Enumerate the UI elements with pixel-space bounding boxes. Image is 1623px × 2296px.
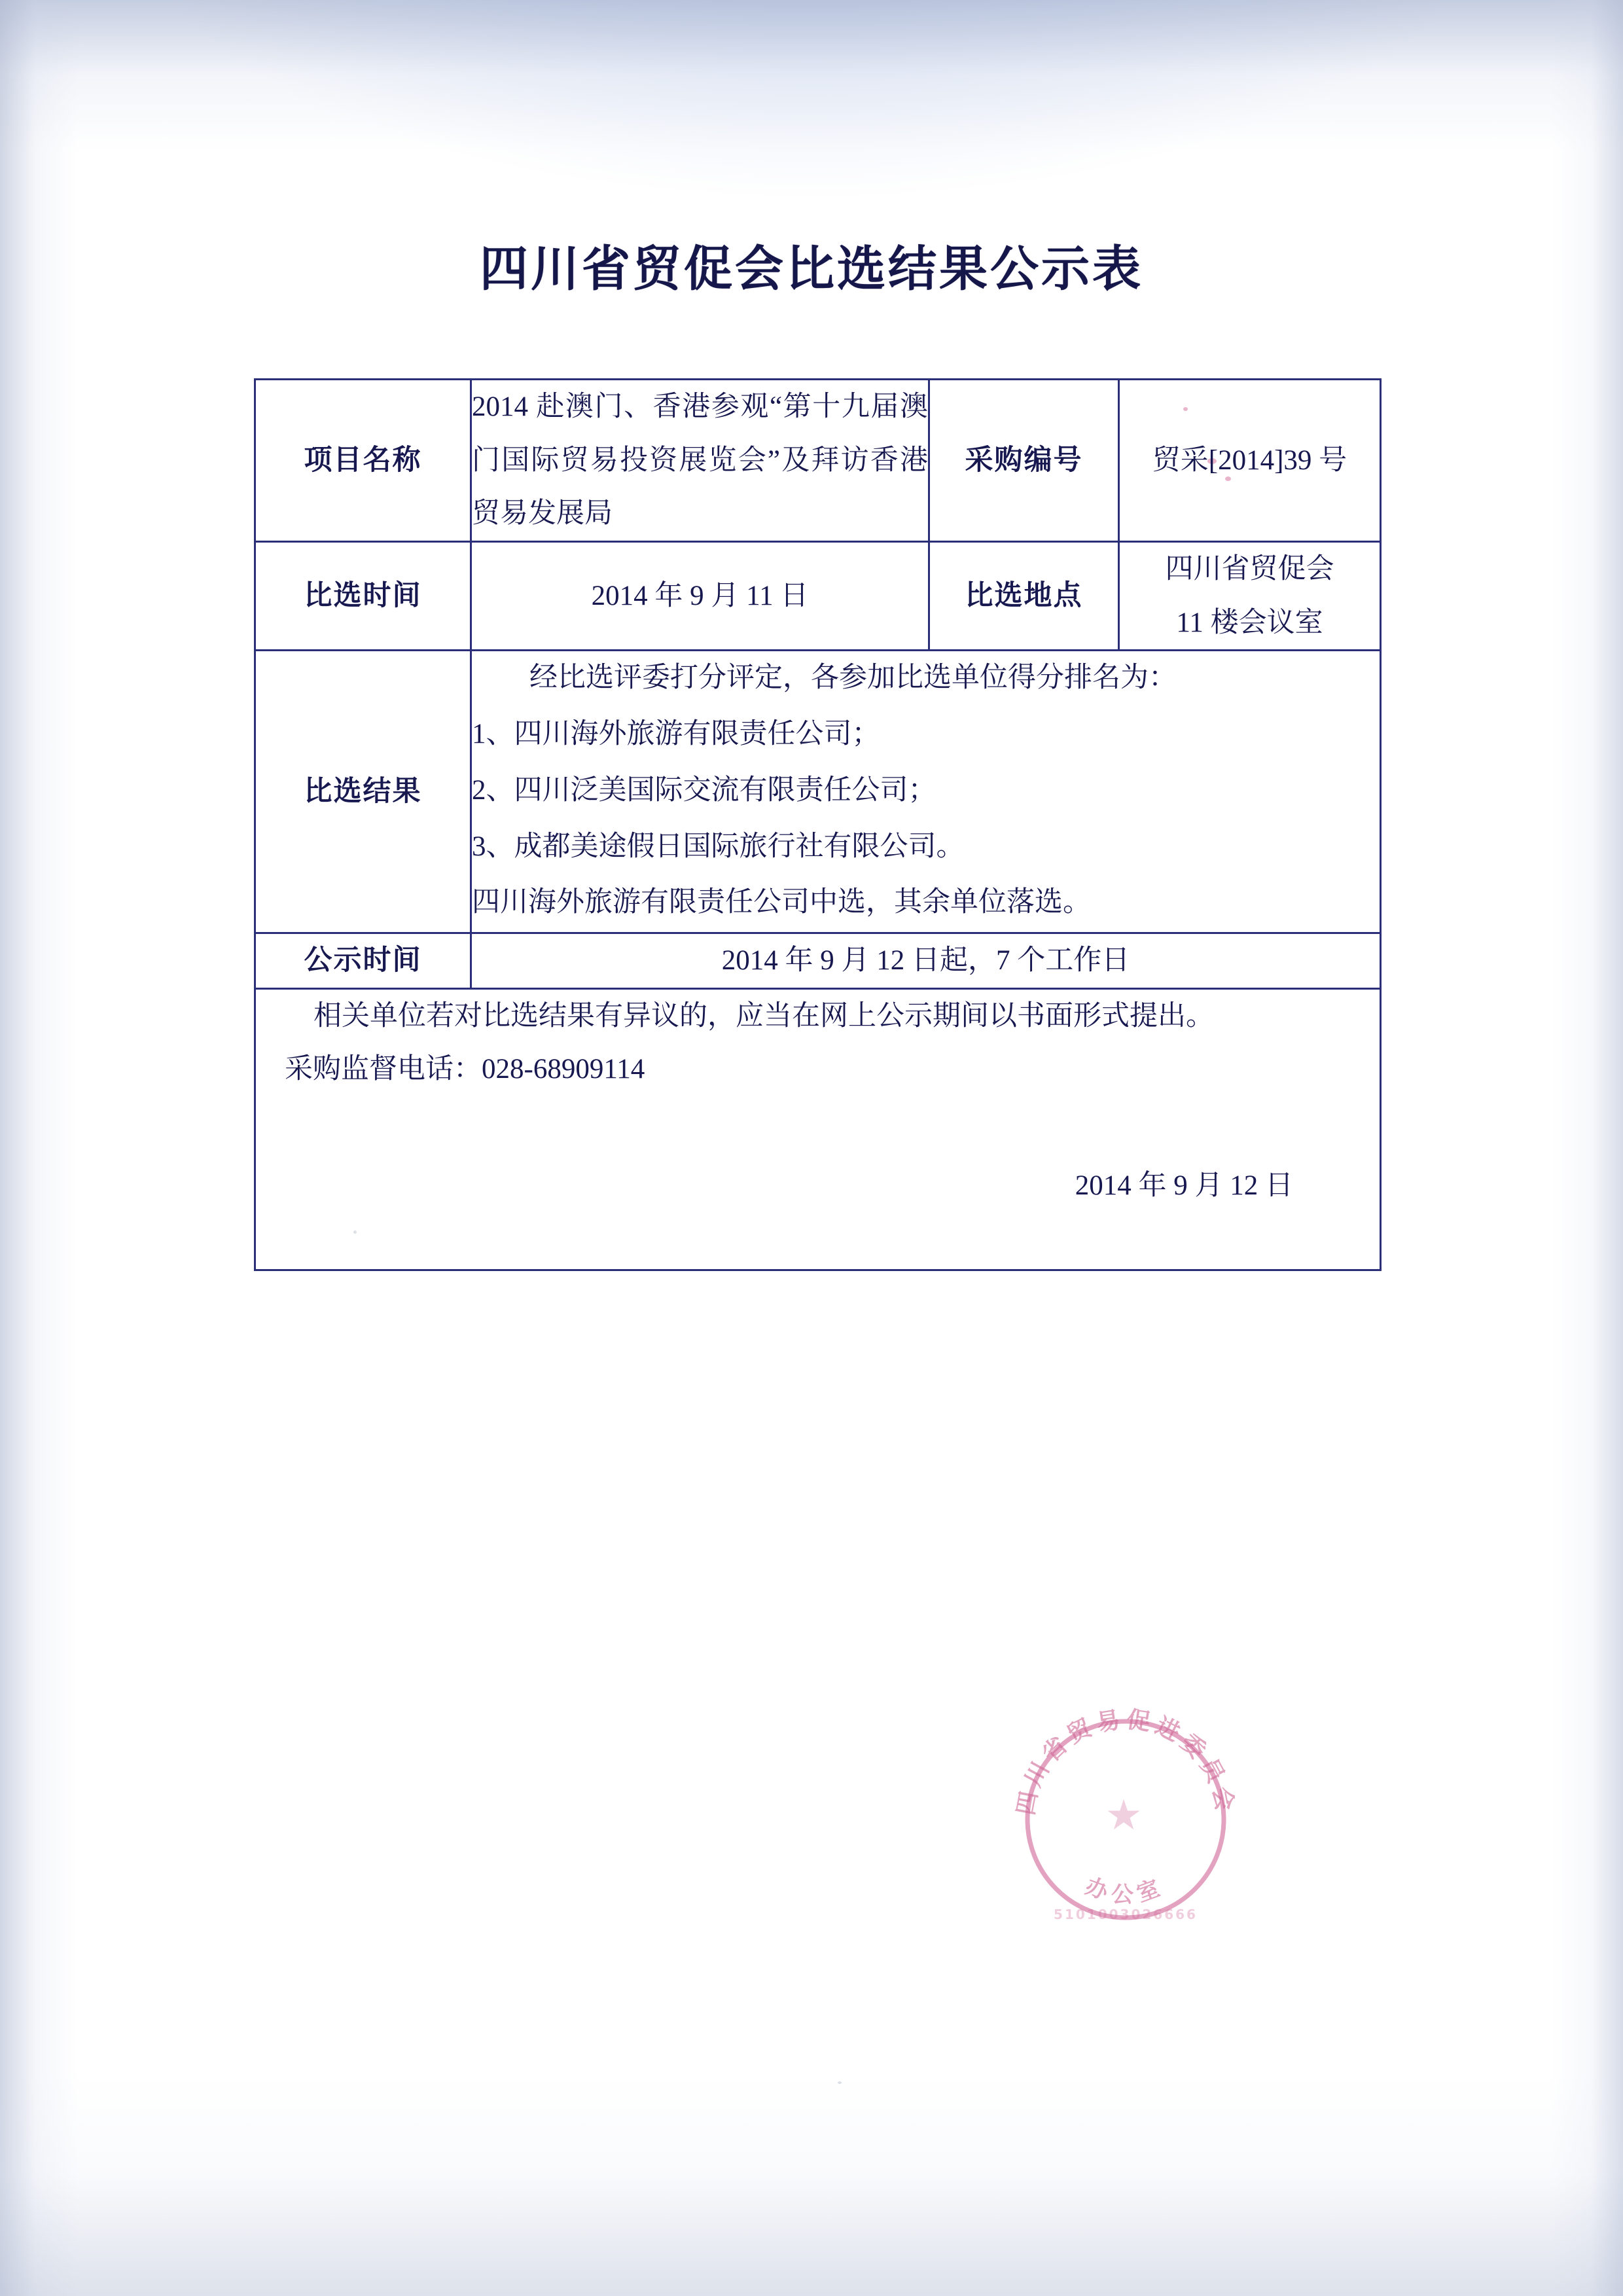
result-label: 比选结果 <box>255 651 471 933</box>
table-row-project <box>255 380 1381 542</box>
bid-place-value <box>1119 542 1381 651</box>
svg-text:★: ★ <box>1105 1791 1147 1840</box>
purchase-no-label: 采购编号 <box>929 380 1119 542</box>
bid-place-line1: 四川省贸促会 <box>1165 554 1334 585</box>
svg-text:5101003026666: 5101003026666 <box>1054 1907 1198 1922</box>
publicity-time-label: 公示时间 <box>255 933 471 988</box>
result-item-1: 1、四川海外旅游有限责任公司； <box>472 719 880 750</box>
svg-text:办公室: 办公室 <box>1082 1873 1169 1908</box>
notice-line-1: 相关单位若对比选结果有异议的，应当在网上公示期间以书面形式提出。 <box>313 1000 1214 1031</box>
table-row-time-place <box>255 542 1381 651</box>
bid-time-value: 2014 年 9 月 11 日 <box>471 542 929 651</box>
bid-place-label: 比选地点 <box>929 542 1119 651</box>
page-shadow-bottom <box>0 2073 1623 2296</box>
page-shadow-top <box>0 0 1623 151</box>
scan-speckle <box>838 2081 842 2084</box>
table-row-result <box>255 651 1381 933</box>
table-row-publicity-time <box>255 933 1381 988</box>
page-shadow-right <box>1551 0 1623 2296</box>
sign-date: 2014 年 9 月 12 日 <box>1075 1170 1293 1201</box>
result-publicity-table <box>254 378 1382 1271</box>
publicity-time-value: 2014 年 9 月 12 日起，7 个工作日 <box>471 933 1381 988</box>
purchase-no-value: 贸采[2014]39 号 <box>1119 380 1381 542</box>
notice-block <box>255 988 1381 1270</box>
bid-time-label: 比选时间 <box>255 542 471 651</box>
result-item-2: 2、四川泛美国际交流有限责任公司； <box>472 774 936 806</box>
bid-place-line2: 11 楼会议室 <box>1176 607 1323 638</box>
notice-line-2: 采购监督电话：028-68909114 <box>285 1054 645 1085</box>
page-shadow-left <box>0 0 79 2296</box>
result-conclusion: 四川海外旅游有限责任公司中选，其余单位落选。 <box>472 887 1091 918</box>
notice-spacer <box>256 1213 1380 1269</box>
table-row-notice <box>255 988 1381 1270</box>
result-item-3: 3、成都美途假日国际旅行社有限公司。 <box>472 831 965 862</box>
result-intro: 经比选评委打分评定，各参加比选单位得分排名为： <box>529 662 1177 694</box>
result-value <box>471 651 1381 933</box>
project-name-value: 2014 赴澳门、香港参观“第十九届澳门国际贸易投资展览会”及拜访香港贸易发展局 <box>471 380 929 542</box>
project-name-label: 项目名称 <box>255 380 471 542</box>
page-title: 四川省贸促会比选结果公示表 <box>480 241 1143 297</box>
svg-text:四川省贸易促进委员会: 四川省贸易促进委员会 <box>1012 1706 1239 1818</box>
